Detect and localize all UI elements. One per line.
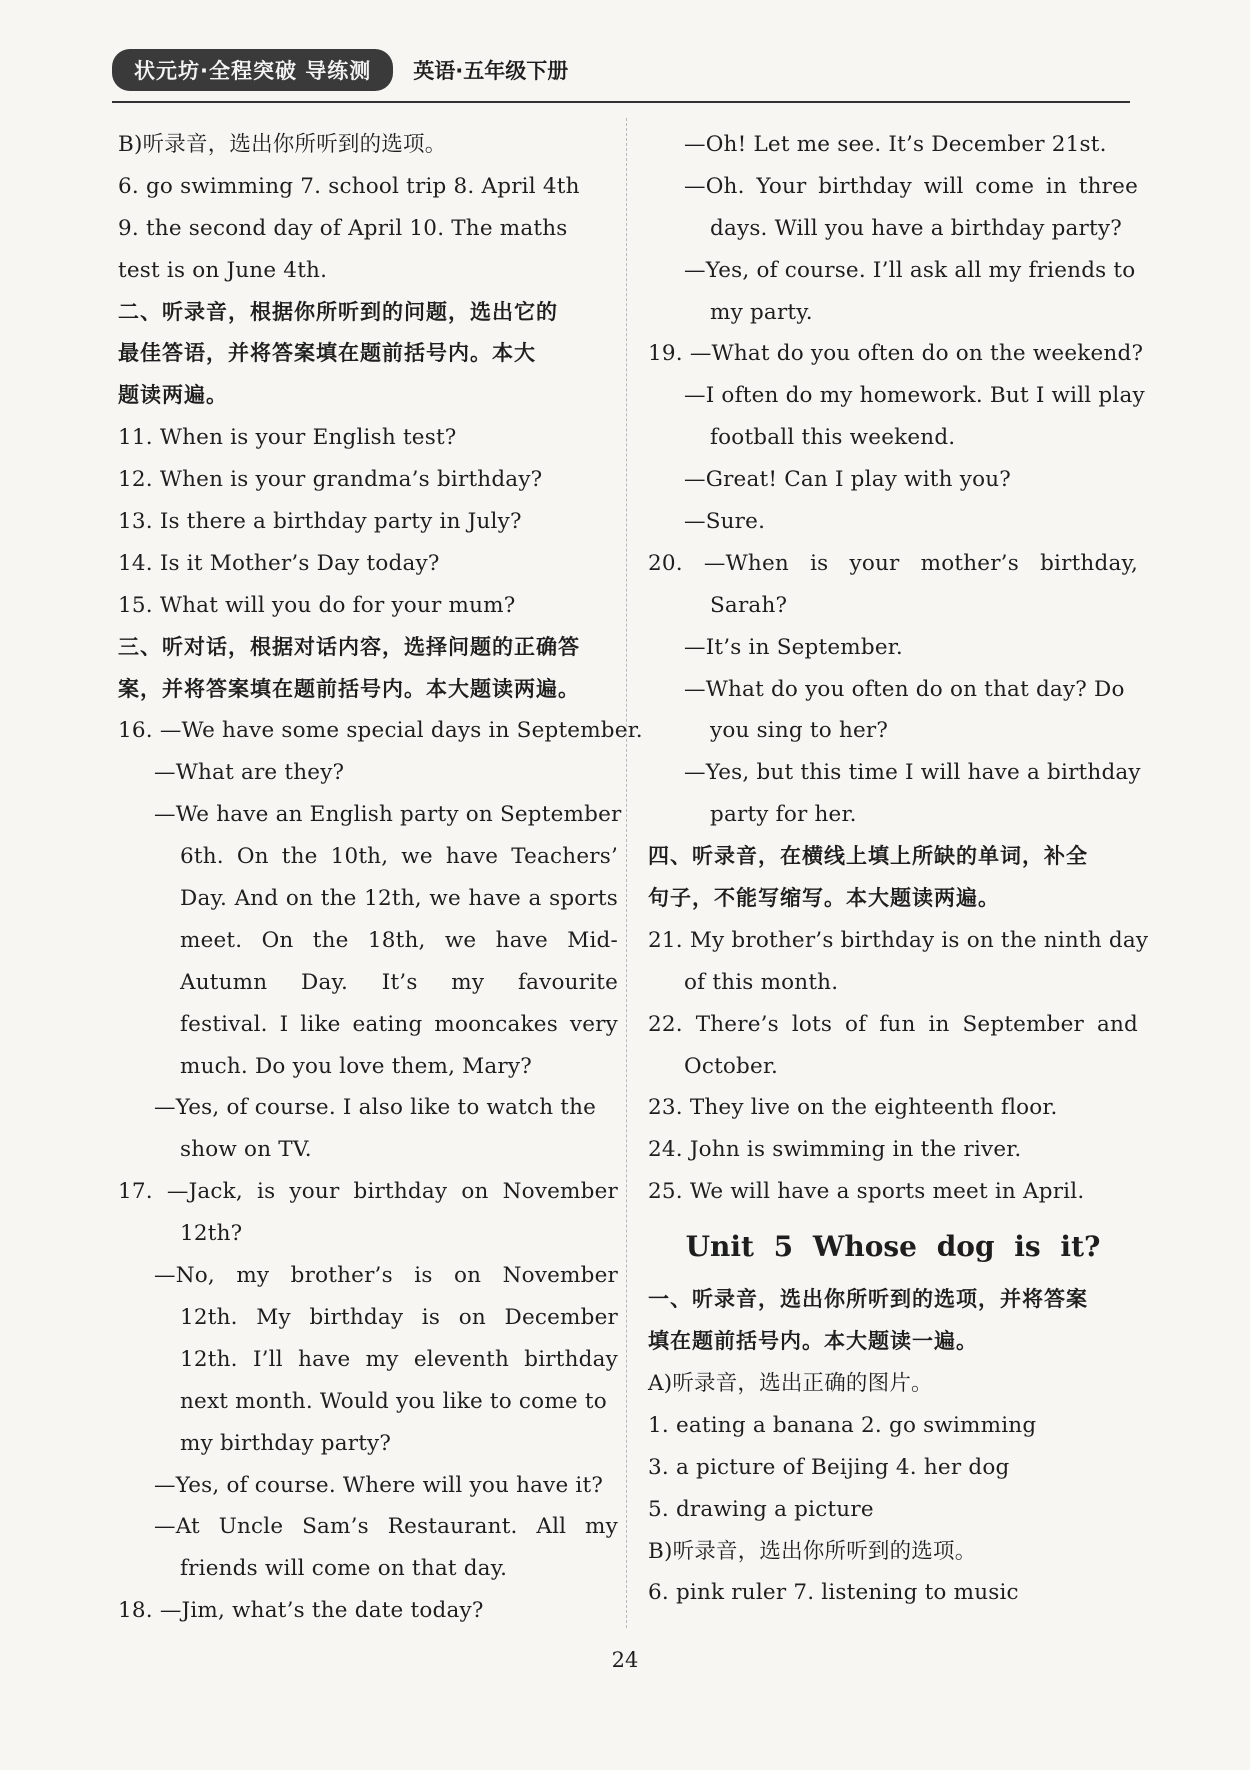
text-line: 5. drawing a picture	[648, 1496, 874, 1522]
text-line: 22. There’s lots of fun in September and	[648, 1011, 1138, 1037]
right-column-bottom	[648, 1279, 1138, 1614]
text-line: October.	[684, 1053, 779, 1079]
text-line: my birthday party?	[180, 1430, 392, 1456]
text-line: —No, my brother’s is on November	[154, 1263, 618, 1289]
text-line: of this month.	[684, 969, 839, 995]
section-heading-line: 句子，不能写缩写。本大题读两遍。	[648, 886, 1000, 911]
text-line: much. Do you love them, Mary?	[180, 1053, 532, 1079]
text-line: party for her.	[710, 802, 857, 828]
text-line: 12. When is your grandma’s birthday?	[118, 467, 543, 493]
section-heading-line: 一、听录音，选出你所听到的选项，并将答案	[648, 1287, 1088, 1312]
text-line: Day. And on the 12th, we have a sports	[180, 886, 618, 912]
text-line: friends will come on that day.	[180, 1556, 508, 1582]
section-heading-line: 填在题前括号内。本大题读一遍。	[648, 1329, 978, 1354]
right-column	[648, 124, 1149, 1614]
text-line: —Yes, of course. I’ll ask all my friends to	[684, 257, 1136, 283]
text-line: —What do you often do on that day? Do	[684, 676, 1125, 702]
text-line: football this weekend.	[710, 425, 956, 451]
text-line: 20. —When is your mother’s birthday,	[648, 550, 1138, 576]
text-line: —Oh! Let me see. It’s December 21st.	[684, 132, 1107, 157]
text-line: 6. go swimming 7. school trip 8. April 4th	[118, 173, 580, 199]
text-line: 19. —What do you often do on the weekend?	[648, 341, 1144, 367]
section-heading-line: 最佳答语，并将答案填在题前括号内。本大	[118, 341, 536, 366]
text-line: 6th. On the 10th, we have Teachers’	[180, 844, 618, 870]
section-heading-line: 二、听录音，根据你所听到的问题，选出它的	[118, 299, 558, 324]
text-line: —Oh. Your birthday will come in three	[684, 173, 1138, 199]
text-line: my party.	[710, 299, 813, 325]
section-heading-line: 三、听对话，根据对话内容，选择问题的正确答	[118, 634, 580, 659]
series-badge: 状元坊·全程突破 导练测	[112, 49, 393, 91]
subject-label: 英语·五年级下册	[413, 59, 569, 83]
section-heading-line: 四、听录音，在横线上填上所缺的单词，补全	[648, 844, 1088, 869]
left-column	[118, 124, 643, 1632]
text-line: —Yes, but this time I will have a birthday	[684, 760, 1141, 786]
text-line: —We have an English party on September	[154, 802, 622, 828]
section-heading-line: 案，并将答案填在题前括号内。本大题读两遍。	[118, 676, 580, 701]
text-line: 25. We will have a sports meet in April.	[648, 1179, 1085, 1205]
text-line: 16. —We have some special days in September.	[118, 718, 643, 744]
section-heading-line: 题读两遍。	[118, 383, 228, 408]
text-line: 15. What will you do for your mum?	[118, 592, 516, 618]
text-line: 14. Is it Mother’s Day today?	[118, 550, 440, 576]
text-line: Autumn Day. It’s my favourite	[180, 969, 618, 995]
text-line: —Yes, of course. Where will you have it?	[154, 1472, 604, 1498]
text-line: next month. Would you like to come to	[180, 1388, 607, 1414]
text-line: 21. My brother’s birthday is on the ninth day	[648, 927, 1149, 953]
text-line: test is on June 4th.	[118, 257, 328, 283]
text-line: —At Uncle Sam’s Restaurant. All my	[154, 1514, 618, 1540]
column-divider	[626, 118, 627, 1628]
text-line: meet. On the 18th, we have Mid-	[180, 927, 618, 953]
text-line: festival. I like eating mooncakes very	[180, 1011, 618, 1037]
text-line: 3. a picture of Beijing 4. her dog	[648, 1454, 1010, 1480]
text-line: —What are they?	[154, 760, 345, 786]
text-line: 23. They live on the eighteenth floor.	[648, 1095, 1058, 1121]
text-line: show on TV.	[180, 1137, 312, 1163]
text-line: —It’s in September.	[684, 634, 903, 660]
text-line: days. Will you have a birthday party?	[710, 215, 1122, 241]
text-line: 12th. I’ll have my eleventh birthday	[180, 1346, 618, 1372]
page-header	[112, 50, 568, 90]
text-line: 18. —Jim, what’s the date today?	[118, 1598, 484, 1624]
text-line: —Yes, of course. I also like to watch the	[154, 1095, 597, 1121]
text-line: 17. —Jack, is your birthday on November	[118, 1179, 618, 1205]
text-line: B)听录音，选出你所听到的选项。	[648, 1538, 977, 1564]
text-line: 12th?	[180, 1221, 243, 1247]
text-line: 12th. My birthday is on December	[180, 1304, 618, 1330]
unit-title: Unit 5 Whose dog is it?	[685, 1230, 1101, 1264]
text-line: B)听录音，选出你所听到的选项。	[118, 132, 447, 157]
text-line: 24. John is swimming in the river.	[648, 1137, 1022, 1163]
text-line: —Sure.	[684, 509, 766, 535]
text-line: 9. the second day of April 10. The maths	[118, 215, 568, 241]
text-line: you sing to her?	[710, 718, 889, 744]
header-rule	[112, 101, 1130, 103]
text-line: 6. pink ruler 7. listening to music	[648, 1580, 1019, 1606]
text-line: 11. When is your English test?	[118, 425, 457, 451]
text-line: Sarah?	[710, 592, 788, 618]
text-line: —Great! Can I play with you?	[684, 467, 1011, 493]
text-line: 13. Is there a birthday party in July?	[118, 509, 522, 535]
page-number: 24	[611, 1648, 639, 1672]
text-line: 1. eating a banana 2. go swimming	[648, 1412, 1037, 1438]
text-line: —I often do my homework. But I will play	[684, 383, 1145, 409]
text-line: A)听录音，选出正确的图片。	[648, 1370, 933, 1396]
right-column-top	[648, 124, 1149, 1213]
